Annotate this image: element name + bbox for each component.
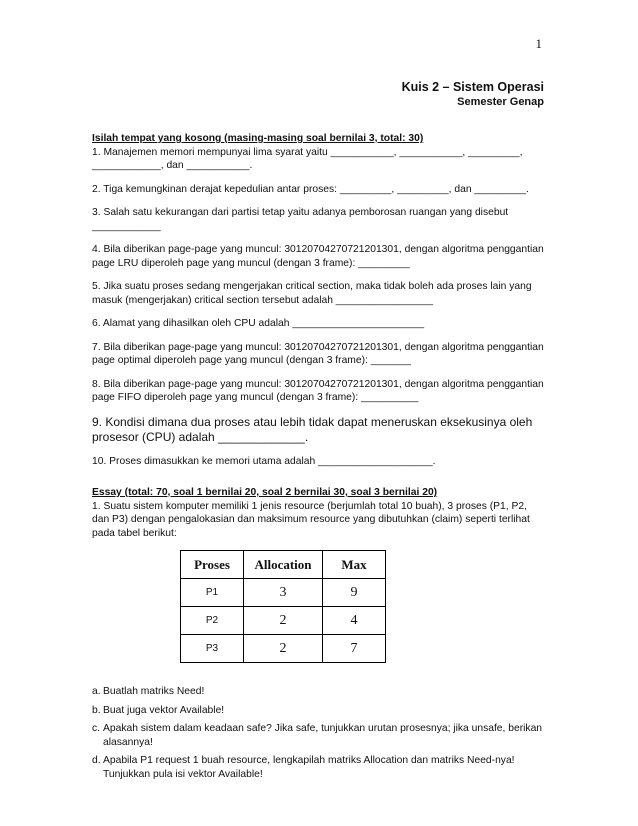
- subquestion-label: b.: [92, 704, 101, 716]
- cell-process: P1: [181, 579, 244, 607]
- cell-process: P2: [181, 607, 244, 635]
- subquestion-a: [92, 685, 546, 699]
- subquestion-label: a.: [92, 686, 101, 697]
- semester-subtitle: Semester Genap: [457, 96, 544, 108]
- question-9: 9. Kondisi dimana dua proses atau lebih tidak dapat meneruskan eksekusinya oleh prosesor (CPU) adalah _____________.: [92, 414, 533, 444]
- page-number: 1: [535, 36, 542, 51]
- document-title: [402, 80, 544, 110]
- header-allocation: Allocation: [244, 551, 323, 579]
- cell-max: 7: [323, 635, 386, 663]
- section2-heading: Essay (total: 70, soal 1 bernilai 20, soal 2 bernilai 30, soal 3 bernilai 20): [92, 487, 438, 498]
- question-1: 1. Manajemen memori mempunyai lima syarat yaitu ___________, ___________, _________, ____________, dan ___________.: [92, 146, 523, 171]
- question-4: 4. Bila diberikan page-page yang muncul: 30120704270721201301, dengan algoritma penggantian page LRU diperoleh page yang muncul (dengan 3 frame): _________: [92, 244, 544, 269]
- subquestion-label: c.: [92, 723, 101, 734]
- section1-heading: Isilah tempat yang kosong (masing-masing soal bernilai 3, total: 30): [92, 133, 424, 144]
- subquestion-label: d.: [92, 755, 101, 766]
- question-8: 8. Bila diberikan page-page yang muncul: 30120704270721201301, dengan algoritma penggantian page FIFO diperoleh page yang muncul (dengan 3 frame): __________: [92, 378, 544, 403]
- question-10: 10. Proses dimasukkan ke memori utama adalah ____________________.: [92, 455, 436, 467]
- table-row: [181, 579, 386, 607]
- header-proses: Proses: [181, 551, 244, 579]
- question-3: 3. Salah satu kekurangan dari partisi tetap yaitu adanya pemborosan ruangan yang disebut ____________: [92, 207, 509, 232]
- subquestion-text: Buat juga vektor Available!: [103, 704, 225, 716]
- quiz-title: Kuis 2 – Sistem Operasi: [401, 80, 544, 94]
- subquestion-d: [92, 754, 546, 781]
- question-2: 2. Tiga kemungkinan derajat kepedulian antar proses: _________, _________, dan _________.: [92, 183, 529, 195]
- header-max: Max: [323, 551, 386, 579]
- table-row: [181, 607, 386, 635]
- table-header-row: [181, 551, 386, 579]
- subquestion-c: [92, 722, 546, 749]
- question-7: 7. Bila diberikan page-page yang muncul: 30120704270721201301, dengan algoritma penggantian page optimal diperoleh page yang muncul (dengan 3 frame): _______: [92, 341, 544, 366]
- essay-1-intro: 1. Suatu sistem komputer memiliki 1 jenis resource (berjumlah total 10 buah), 3 proses (P1, P2, dan P3) dengan pengalokasian dan maksimum resource yang dibutuhkan (claim) seperti terlihat pada tabel berikut:: [92, 500, 530, 539]
- cell-allocation: 2: [244, 635, 323, 663]
- question-6: 6. Alamat yang dihasilkan oleh CPU adalah _______________________: [92, 318, 425, 329]
- subquestion-text: Buatlah matriks Need!: [103, 686, 205, 697]
- subquestion-text: Apakah sistem dalam keadaan safe? Jika safe, tunjukkan urutan prosesnya; jika unsafe, berikan alasannya!: [103, 723, 543, 748]
- cell-max: 9: [323, 579, 386, 607]
- subquestion-text: Apabila P1 request 1 buah resource, lengkapilah matriks Allocation dan matriks Need-nya! Tunjukkan pula isi vektor Available!: [103, 755, 515, 780]
- resource-table: [180, 550, 386, 663]
- cell-allocation: 2: [244, 607, 323, 635]
- table-row: [181, 635, 386, 663]
- subquestion-b: [92, 704, 546, 718]
- cell-process: P3: [181, 635, 244, 663]
- cell-max: 4: [323, 607, 386, 635]
- essay-subquestions: [92, 685, 546, 781]
- cell-allocation: 3: [244, 579, 323, 607]
- question-5: 5. Jika suatu proses sedang mengerjakan critical section, maka tidak boleh ada proses lain yang masuk (mengerjakan) critical section tersebut adalah _________________: [92, 281, 532, 306]
- quiz-content: [92, 132, 546, 786]
